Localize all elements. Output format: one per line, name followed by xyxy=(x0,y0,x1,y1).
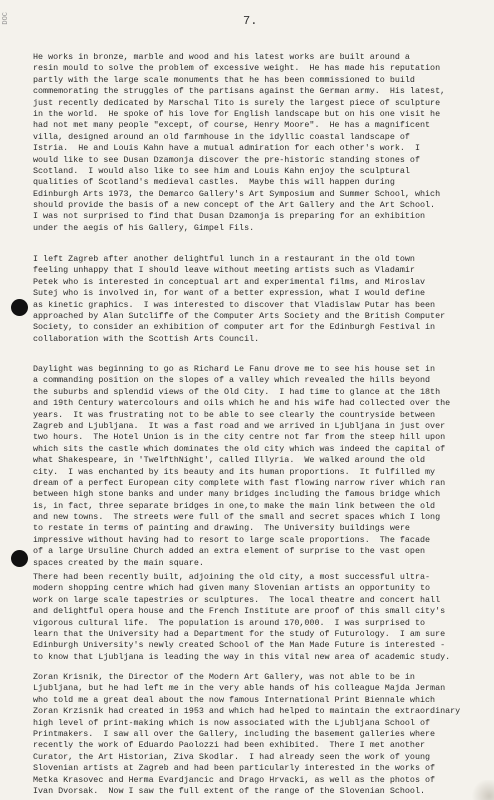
text-line: what Shakespeare, in 'TwelfthNight', called Illyria. We walked around the old xyxy=(33,455,426,466)
text-line: under the aegis of his Gallery, Gimpel Fils. xyxy=(33,222,255,233)
punch-hole-top xyxy=(11,299,28,316)
text-line: Slovenian artists at Zagreb and had been particularly interested in the works of xyxy=(33,763,436,774)
paragraph-2 xyxy=(33,254,477,345)
text-line: villa, designed around an old farmhouse in the idyllic coastal landscape of xyxy=(33,131,410,142)
text-line: Petek who is interested in conceptual art and experimental films, and Miroslav xyxy=(33,276,426,287)
text-line: spaces created by the main square. xyxy=(33,557,204,568)
text-line: and new towns. The streets were full of the small and secret spaces which I long xyxy=(33,512,441,523)
text-line: and 19th Century watercolours and oils which he and his wife had collected over the xyxy=(33,398,451,409)
text-line: I left Zagreb after another delightful lunch in a restaurant in the old town xyxy=(33,254,415,264)
text-line: just recently dedicated by Marschal Tito is surely the largest piece of sculpture xyxy=(33,97,441,108)
edge-stamp: DOC xyxy=(2,12,10,25)
text-line: in the world. He spoke of his love for English landscape but on his one visit he xyxy=(33,108,441,119)
text-line: modern shopping centre which had given many Slovenian artists an opportunity to xyxy=(33,583,431,594)
text-line: dream of a perfect European city complete with fast flowing narrow river which ran xyxy=(33,477,446,488)
text-line: impressive without having had to resort to large scale proportions. The facade xyxy=(33,534,431,545)
text-line: and delightful opera house and the French Institute are proof of this small city's xyxy=(33,606,446,617)
text-line: work on large scale tapestries or sculptures. The local theatre and concert hall xyxy=(33,594,441,605)
text-line: who told me a great deal about the now famous International Print Biennale which xyxy=(33,694,436,705)
text-line: Scotland. I would also like to see him and Louis Kahn enjoy the sculptural xyxy=(33,165,410,176)
text-line: Sutej who is involved in, for want of a better expression, what I would define xyxy=(33,288,426,299)
text-line: to know that Ljubljana is leading the way in this vital new area of academic study. xyxy=(33,651,451,662)
paragraph-4 xyxy=(33,572,477,663)
text-line: collaboration with the Scottish Arts Council. xyxy=(33,333,260,344)
text-line: of a large Ursuline Church added an extra element of surprise to the vast open xyxy=(33,546,426,557)
text-line: Ljubljana, but he had left me in the very able hands of his colleague Majda Jerman xyxy=(33,683,446,694)
text-line: Curator, the Art Historian, Ziva Skodlar. I had already seen the work of young xyxy=(33,751,431,762)
text-line: had not met many people "except, of course, Henry Moore". He has a magnificent xyxy=(33,120,431,131)
text-line: vigorous cultural life. The population is around 170,000. I was surprised to xyxy=(33,617,426,628)
paragraph-1 xyxy=(33,52,477,234)
text-line: recently the work of Eduardo Paolozzi had been exhibited. There I met another xyxy=(33,740,426,751)
text-line: There had been recently built, adjoining the old city, a most successful ultra- xyxy=(33,572,431,582)
text-line: between high stone banks and under many bridges including the famous bridge which xyxy=(33,489,441,500)
text-line: Zoran Krzisnik had created in 1953 and which had helped to maintain the extraordinary xyxy=(33,706,461,717)
text-line: Ivan Dvorsak. Now I saw the full extent of the range of the Slovenian School. xyxy=(33,785,426,796)
text-line: years. It was frustrating not to be able to see clearly the countryside between xyxy=(33,409,436,420)
text-line: high level of print-making which is now associated with the Ljubljana School of xyxy=(33,717,431,728)
text-line: Edinburgh Arts 1973, the Demarco Gallery's Art Symposium and Summer School, which xyxy=(33,188,441,199)
text-line: Edinburgh University's newly created School of the Man Made Future is interested - xyxy=(33,640,446,651)
text-line: He works in bronze, marble and wood and his latest works are built around a xyxy=(33,52,410,62)
text-line: Printmakers. I saw all over the Gallery, including the basement galleries where xyxy=(33,728,436,739)
text-line: to restate in terms of painting and drawing. The University buildings were xyxy=(33,523,410,534)
text-line: Society, to consider an exhibition of computer art for the Edinburgh Festival in xyxy=(33,322,436,333)
text-line: resin mould to solve the problem of excessive weight. He has made his reputation xyxy=(33,63,441,74)
text-line: learn that the University had a Department for the study of Futurology. I am sure xyxy=(33,628,446,639)
text-line: would like to see Dusan Dzamonja discover the pre-historic standing stones of xyxy=(33,154,420,165)
page-number: 7. xyxy=(243,14,258,28)
text-line: is, in fact, three separate bridges in one,to make the main link between the old xyxy=(33,500,436,511)
text-line: which sits the castle which dominates the old city which was indeed the capital of xyxy=(33,443,446,454)
text-line: commemorating the struggles of the partisans against the German army. His latest, xyxy=(33,86,446,97)
text-line: qualities of Scotland's medieval castles. Maybe this will happen during xyxy=(33,177,395,188)
text-line: a commanding position on the slopes of a valley which revealed the hills beyond xyxy=(33,375,431,386)
text-line: Zoran Krisnik, the Director of the Modern Art Gallery, was not able to be in xyxy=(33,672,415,682)
paragraph-5 xyxy=(33,672,477,797)
punch-hole-bottom xyxy=(11,550,28,567)
text-line: Zagreb and Ljubljana. It was a fast road and we arrived in Ljubljana in just over xyxy=(33,420,446,431)
text-line: Istria. He and Louis Kahn have a mutual admiration for each other's work. I xyxy=(33,143,420,154)
text-line: feeling unhappy that I should leave without meeting artists such as Vladamir xyxy=(33,265,415,276)
text-line: the suburbs and splendid views of the Old City. I had time to glance at the 18th xyxy=(33,386,441,397)
text-line: approached by Alan Sutcliffe of the Computer Arts Society and the British Computer xyxy=(33,310,446,321)
paragraph-3 xyxy=(33,364,477,569)
text-line: Metka Krasovec and Herma Evardjancic and Drago Hrvacki, as well as the photos of xyxy=(33,774,436,785)
text-line: as kinetic graphics. I was interested to discover that Vladislaw Putar has been xyxy=(33,299,436,310)
text-line: city. I was enchanted by its beauty and its human proportions. It fulfilled my xyxy=(33,466,436,477)
text-line: should provide the basis of a new concept of the Art Gallery and the Art School. xyxy=(33,200,436,211)
text-line: I was not surprised to find that Dusan Dzamonja is preparing for an exhibition xyxy=(33,211,426,222)
text-line: Daylight was beginning to go as Richard Le Fanu drove me to see his house set in xyxy=(33,364,436,374)
text-line: partly with the large scale monuments that he has been commissioned to build xyxy=(33,74,415,85)
text-line: two hours. The Hotel Union is in the city centre not far from the steep hill upon xyxy=(33,432,446,443)
